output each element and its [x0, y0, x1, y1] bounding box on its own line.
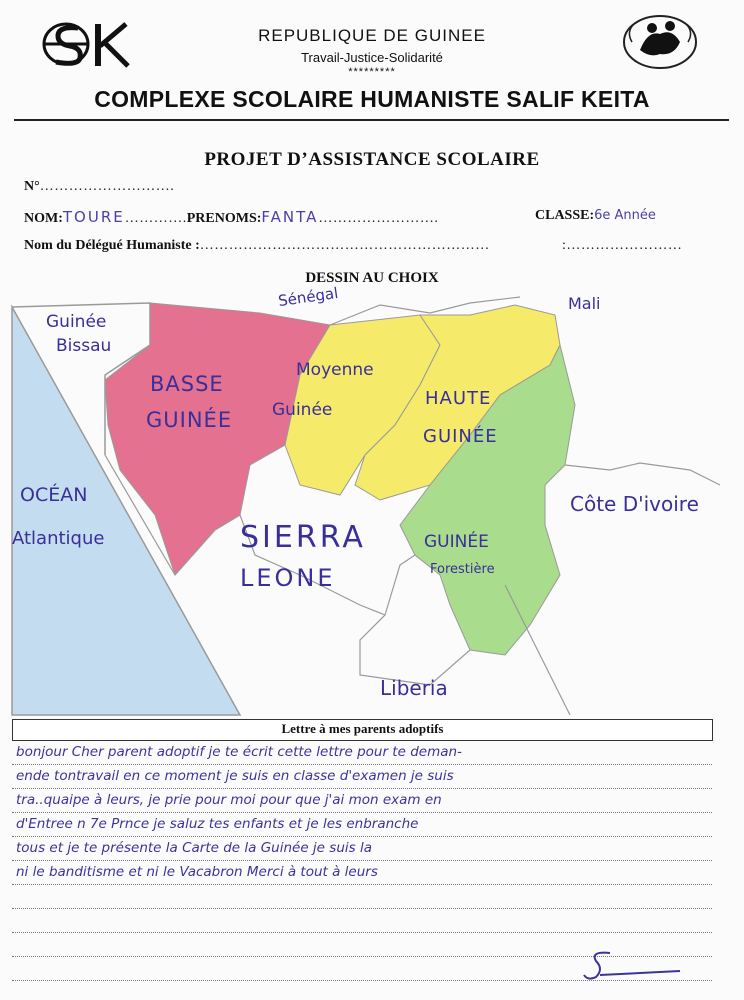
label-liberia: Liberia [380, 676, 448, 700]
delegate-row [24, 238, 490, 254]
letter-line [12, 740, 712, 765]
letter-text: bonjour Cher parent adoptif je te écrit cette lettre pour te deman- [16, 744, 462, 760]
delegate-dots-right [562, 238, 682, 254]
classe-label: CLASSE: [535, 208, 595, 223]
delegate-dots: …………………………………………………… [199, 238, 490, 253]
label-ocean-1: OCÉAN [20, 484, 88, 506]
label-senegal: Sénégal [277, 283, 340, 311]
nom-dots: …………. [124, 211, 187, 226]
label-moyenne-1: Moyenne [296, 360, 374, 380]
signature-icon [580, 945, 690, 990]
form-title: PROJET D’ASSISTANCE SCOLAIRE [204, 149, 540, 170]
letter-text: tous et je te présente la Carte de la Guinée je suis la [16, 840, 372, 856]
country-name: REPUBLIQUE DE GUINEE [258, 26, 486, 45]
label-sierra: SIERRA [240, 520, 366, 555]
label-mali: Mali [568, 294, 601, 313]
letter-title: Lettre à mes parents adoptifs [281, 721, 444, 736]
letter-line [12, 764, 712, 789]
label-forestiere-2: Forestière [430, 562, 495, 577]
label-haute-2: GUINÉE [423, 426, 498, 447]
label-guinee-bissau-2: Bissau [56, 336, 112, 356]
label-haute-1: HAUTE [425, 388, 492, 409]
letter-line [12, 836, 712, 861]
number-label: N° [24, 179, 40, 194]
label-leone: LEONE [240, 564, 336, 592]
label-cote-divoire: Côte D'ivoire [570, 492, 699, 516]
letter-text: ni le banditisme et ni le Vacabron Merci à tout à leurs [16, 864, 378, 880]
delegate-label: Nom du Délégué Humaniste : [24, 238, 200, 253]
letter-line [12, 812, 712, 837]
number-dots: ………………………. [39, 179, 175, 194]
nom-label: NOM: [24, 211, 63, 226]
prenoms-value: FANTA [261, 208, 319, 226]
letter-text: ende tontravail en ce moment je suis en classe d'examen je suis [16, 768, 454, 784]
classe-field [535, 208, 656, 224]
label-ocean-2: Atlantique [12, 528, 105, 549]
name-row [24, 208, 438, 227]
label-guinee-bissau-1: Guinée [46, 312, 107, 332]
blank-line [12, 884, 712, 909]
label-basse-1: BASSE [150, 372, 224, 396]
stars-divider: ********* [348, 66, 396, 78]
letter-line [12, 860, 712, 885]
label-forestiere-1: GUINÉE [424, 532, 489, 552]
classe-value: 6e Année [594, 208, 656, 223]
cote-divoire-border [565, 463, 720, 485]
prenoms-dots: ……………………. [318, 211, 439, 226]
letter-line [12, 788, 712, 813]
nom-value: TOURE [62, 208, 125, 226]
blank-line [12, 908, 712, 933]
label-basse-2: GUINÉE [146, 408, 233, 432]
drawing-title: DESSIN AU CHOIX [305, 270, 439, 286]
delegate-dots-2: :…………………… [562, 238, 683, 253]
liberia-border [360, 615, 470, 685]
school-name: COMPLEXE SCOLAIRE HUMANISTE SALIF KEITA [94, 86, 650, 112]
number-field [24, 179, 174, 195]
letter-text: d'Entree n 7e Prnce je saluz tes enfants et je les enbranche [16, 816, 419, 832]
national-motto: Travail-Justice-Solidarité [301, 50, 443, 65]
label-moyenne-2: Guinée [272, 400, 333, 420]
prenoms-label: PRENOMS: [186, 211, 262, 226]
letter-text: tra..quaipe à leurs, je prie pour moi pour que j'ai mon exam en [16, 792, 442, 808]
header-rule [14, 119, 729, 121]
